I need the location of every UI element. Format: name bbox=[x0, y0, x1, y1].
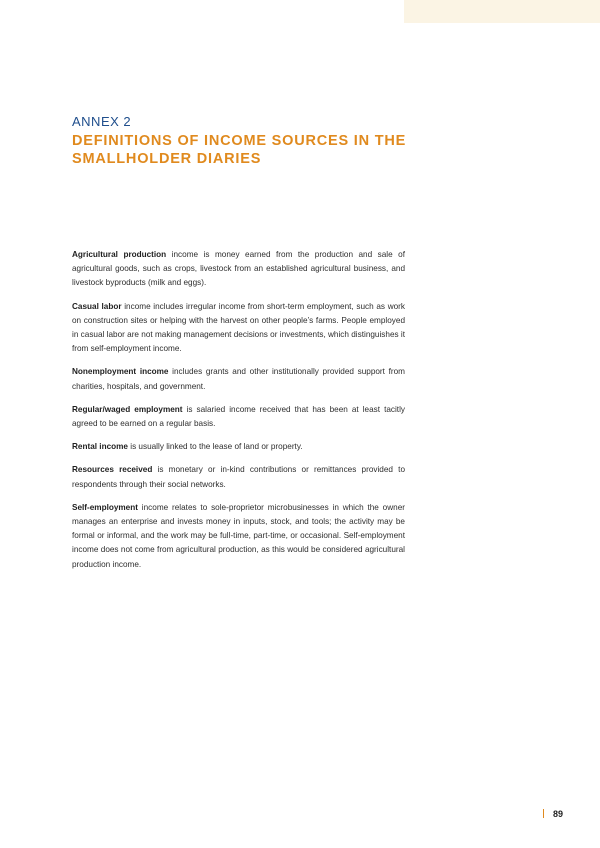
definition-term: Self-employment bbox=[72, 502, 138, 512]
page-number: 89 bbox=[552, 809, 563, 819]
definition-text: income is money earned from the production and sale of agricultural goods, such as crops, livestock from an established agricultural business, and livestock byproducts (milk and eggs). bbox=[72, 250, 405, 288]
annex-title: DEFINITIONS OF INCOME SOURCES IN THE SMALLHOLDER DIARIES bbox=[72, 133, 407, 167]
definition-regular-waged-employment bbox=[72, 403, 405, 431]
definition-text: is salaried income received that has been at least tacitly agreed to be earned on a regular basis. bbox=[72, 404, 405, 429]
definition-term: Resources received bbox=[72, 465, 153, 475]
definition-text: is monetary or in-kind contributions or remittances provided to respondents through their social networks. bbox=[72, 465, 406, 489]
footer-divider bbox=[543, 809, 544, 818]
definition-term: Casual labor bbox=[72, 301, 122, 311]
corner-tab-decoration bbox=[404, 0, 600, 23]
definition-text: income includes irregular income from short-term employment, such as work on construction sites or helping with the harvest on other people’s farms. People employed in casual labor are not making management decisions or investments, which distinguishes it from self-employment income. bbox=[72, 301, 405, 354]
definition-rental-income bbox=[72, 440, 405, 454]
definition-nonemployment-income bbox=[72, 365, 405, 393]
definition-term: Regular/waged employment bbox=[72, 404, 183, 414]
annex-label: ANNEX 2 bbox=[72, 114, 132, 129]
definition-casual-labor bbox=[72, 300, 405, 357]
definition-resources-received bbox=[72, 463, 405, 491]
definition-term: Nonemployment income bbox=[72, 367, 169, 377]
definition-self-employment bbox=[72, 501, 405, 572]
definition-agricultural-production bbox=[72, 248, 405, 291]
page-footer bbox=[543, 809, 563, 819]
definition-text: income relates to sole-proprietor microbusinesses in which the owner manages an enterprise and invests money in inputs, stock, and tools; the activity may be formal or informal, and the work may be full-time, part-time, or occasional. Self-employment income does not come from agricultural production, as this would be considered agricultural production income. bbox=[72, 502, 405, 569]
definitions-list bbox=[72, 248, 405, 581]
definition-term: Rental income bbox=[72, 442, 128, 452]
definition-text: includes grants and other institutionally provided support from charities, hospitals, and government. bbox=[72, 367, 405, 391]
definition-text: is usually linked to the lease of land or property. bbox=[127, 442, 303, 452]
definition-term: Agricultural production bbox=[72, 250, 167, 259]
